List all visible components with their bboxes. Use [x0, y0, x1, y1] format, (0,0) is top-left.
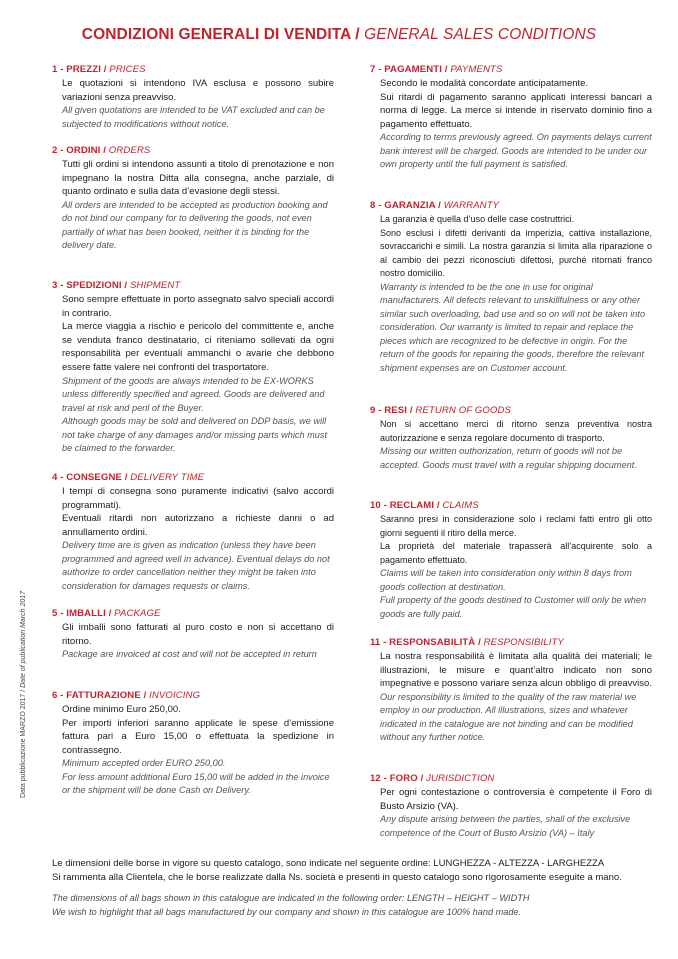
section-responsibility — [370, 637, 652, 745]
section-heading-english: PRICES — [109, 64, 146, 75]
english-paragraph: For less amount additional Euro 15,00 will be added in the invoice or the shipment will be done Cash on Delivery. — [62, 771, 330, 796]
english-paragraph: Shipment of the goods are always intended to be EX-WORKS unless differently specified and agreed. Goods are delivered and travel at risk and peril of the Buyer. — [62, 375, 325, 413]
english-paragraph: Claims will be taken into consideration only within 8 days from goods collection at destination. — [380, 568, 632, 592]
section-orders — [52, 145, 334, 253]
section-heading — [52, 280, 334, 291]
section-jurisdiction — [370, 773, 652, 840]
section-claims — [370, 500, 652, 621]
italian-paragraph: Eventuali ritardi non autorizzano a richieste danni o ad annullamento ordini. — [62, 513, 334, 538]
section-heading-english: INVOICING — [149, 690, 201, 701]
italian-paragraph: Ordine minimo Euro 250,00. — [62, 704, 181, 715]
section-heading — [52, 64, 334, 75]
italian-paragraph: Sono esclusi i difetti derivanti da imperizia, cattiva installazione, sovraccarichi e simili. La nostra garanzia si limita alla riparazione o al cambio dei pezzi riconosciuti difettosi, purché ritornati franco nostro domicilio. — [380, 227, 652, 279]
publication-date-note — [20, 591, 27, 798]
footer-italian-line: Si rammenta alla Clientela, che le borse realizzate dalla Ns. società e presenti in questo catalogo sono rigorosamente eseguite a mano. — [52, 871, 622, 883]
italian-paragraph: Le quotazioni si intendono IVA esclusa e possono subire variazioni senza preavviso. — [62, 78, 334, 103]
english-paragraph: According to terms previously agreed. On payments delays current bank interest will be charged. Goods are intended to be under our own property until the full payment is satisfied. — [380, 132, 652, 170]
section-payments — [370, 64, 652, 172]
section-return-of-goods — [370, 405, 652, 472]
section-heading-english: RETURN OF GOODS — [415, 405, 512, 416]
section-number: 7 - PAGAMENTI / — [370, 64, 448, 75]
page-title — [0, 26, 678, 44]
section-number: 5 - IMBALLI / — [52, 608, 112, 619]
section-heading — [370, 773, 652, 784]
english-paragraph: All given quotations are intended to be VAT excluded and can be subjected to modifications without notice. — [62, 105, 325, 129]
english-paragraph: Delivery time are is given as indication (unless they have been programmed and agreed well in advance). Eventual delays do not authorize to order cancellation neither they might be taken into consideration for damages requests or claims. — [62, 540, 330, 591]
english-paragraph: All orders are intended to be accepted as production booking and do not bind our company for to delivering the goods, not even partially of what has been booked, neither it is binding for the delivery date. — [62, 199, 328, 251]
section-heading-english: WARRANTY — [443, 200, 500, 211]
section-package — [52, 608, 334, 662]
english-paragraph: Any dispute arising between the parties, shall of the exclusive competence of the Court of Busto Arsizio (VA) – Italy — [380, 814, 631, 838]
italian-paragraph: La garanzia è quella d’uso delle case costruttrici. — [380, 214, 575, 224]
section-heading-english: CLAIMS — [442, 500, 479, 511]
section-prices — [52, 64, 334, 131]
english-paragraph: Our responsibility is limited to the quality of the raw material we employ in our production. All illustrations, sizes and whatever indicated in the catalogue are not binding and can be modified without any further notice. — [380, 691, 637, 743]
section-heading-english: PACKAGE — [114, 608, 161, 619]
section-heading — [52, 690, 334, 701]
section-number: 2 - ORDINI / — [52, 145, 106, 156]
title-english: GENERAL SALES CONDITIONS — [364, 26, 597, 43]
section-heading — [370, 500, 652, 511]
italian-paragraph: I tempi di consegna sono puramente indicativi (salvo accordi programmati). — [62, 486, 334, 511]
section-heading-english: SHIPMENT — [129, 280, 181, 291]
title-italian: CONDIZIONI GENERALI DI VENDITA / — [81, 26, 360, 43]
italian-paragraph: La merce viaggia a rischio e pericolo del committente e, anche se venduta franco destinatario, ci riteniamo sollevati da ogni responsabilità per eventuali ammanchi o avarie che debbono essere fatte valere nei confronti del trasportatore. — [62, 321, 334, 373]
section-number: 12 - FORO / — [370, 773, 424, 784]
italian-paragraph: La nostra responsabilità è limitata alla qualità dei materiali; le illustrazioni, le misure e quant’altro indicato non sono impegnative e possono variare senza alcun obbligo di preavviso. — [380, 651, 652, 690]
footer-english-line: We wish to highlight that all bags manufactured by our company and shown in this catalogue are 100% hand made. — [52, 906, 522, 917]
italian-paragraph: Per ogni contestazione o controversia è competente il Foro di Busto Arsizio (VA). — [380, 787, 652, 812]
italian-paragraph: Non si accettano merci di ritorno senza preventiva nostra autorizzazione e senza regolare documento di trasporto. — [380, 419, 652, 443]
section-heading — [370, 200, 652, 211]
footer-note — [52, 857, 652, 919]
section-heading-english: JURISDICTION — [426, 773, 495, 784]
section-number: 1 - PREZZI / — [52, 64, 107, 75]
section-number: 9 - RESI / — [370, 405, 413, 416]
section-heading — [52, 472, 334, 483]
section-shipment — [52, 280, 334, 456]
english-paragraph: Warranty is intended to be the one in use for original manufacturers. All defects relevant to unskillfulness or any other similar such overloading, bad use and so on will not be taken into consideration. Our warranty is limited to repair and replace the pieces which are recognized to be defective in origin. For the return of the goods for repairing the goods, therefore the relevant shipment expenses are on Customer account. — [380, 281, 646, 373]
section-invoicing — [52, 690, 334, 798]
section-number: 11 - RESPONSABILITÀ / — [370, 637, 481, 648]
section-number: 8 - GARANZIA / — [370, 200, 441, 211]
section-number: 10 - RECLAMI / — [370, 500, 440, 511]
section-delivery-time — [52, 472, 334, 593]
section-heading — [370, 637, 652, 648]
publication-date-english: Date of publication March 2017 — [20, 590, 27, 688]
section-heading — [370, 405, 652, 416]
section-heading — [52, 145, 334, 156]
italian-paragraph: Gli imballi sono fatturati al puro costo e non si accettano di ritorno. — [62, 622, 334, 647]
english-paragraph: Full property of the goods destined to Customer will only be when goods are fully paid. — [380, 595, 647, 619]
section-heading-english: RESPONSIBILITY — [483, 637, 564, 648]
footer-italian-line: Le dimensioni delle borse in vigore su questo catalogo, sono indicate nel seguente ordine: LUNGHEZZA - ALTEZZA - LARGHEZZA — [52, 858, 605, 869]
section-number: 6 - FATTURAZIONE / — [52, 690, 147, 701]
italian-paragraph: Sui ritardi di pagamento saranno applicati interessi bancari a norma di legge. La merce si intende in riservato dominio fino a pagamento effettuato. — [380, 91, 652, 130]
italian-paragraph: Secondo le modalità concordate anticipatamente. — [380, 78, 589, 89]
italian-paragraph: Per importi inferiori saranno applicate le spese d’emissione fattura pari a Euro 15,00 o effettuata la spedizione in contrassegno. — [62, 717, 334, 756]
italian-paragraph: La proprietà del materiale trapasserà all’acquirente solo a pagamento effettuato. — [380, 541, 652, 565]
italian-paragraph: Sono sempre effettuate in porto assegnato salvo speciali accordi in contrario. — [62, 294, 334, 319]
publication-date-italian: Data pubblicazione MARZO 2017 / — [20, 689, 27, 798]
italian-paragraph: Tutti gli ordini si intendono assunti a titolo di prenotazione e non impegnano la nostra Ditta alla consegna, anche parziale, di quanto ordinato e sulla data d’evasione degli stessi. — [62, 159, 334, 198]
footer-english-line: The dimensions of all bags shown in this catalogue are indicated in the following order: LENGTH – HEIGHT – WIDTH — [52, 893, 530, 904]
section-heading — [52, 608, 334, 619]
section-number: 3 - SPEDIZIONI / — [52, 280, 128, 291]
english-paragraph: Missing our written outhorization, return of goods will not be accepted. Goods must travel with a regular shipping document. — [380, 446, 637, 470]
english-paragraph: Minimum accepted order EURO 250,00. — [62, 758, 226, 769]
section-heading-english: DELIVERY TIME — [130, 472, 205, 483]
section-heading-english: PAYMENTS — [450, 64, 503, 75]
section-heading-english: ORDERS — [108, 145, 151, 156]
section-warranty — [370, 200, 652, 375]
section-number: 4 - CONSEGNE / — [52, 472, 128, 483]
english-paragraph: Although goods may be sold and delivered on DDP basis, we will not take charge of any damages and/or missing parts which must be claimed to the forwarder. — [62, 416, 328, 454]
section-heading — [370, 64, 652, 75]
english-paragraph: Package are invoiced at cost and will not be accepted in return — [62, 649, 317, 660]
italian-paragraph: Saranno presi in considerazione solo i reclami fatti entro gli otto giorni seguenti il ritiro della merce. — [380, 514, 652, 538]
